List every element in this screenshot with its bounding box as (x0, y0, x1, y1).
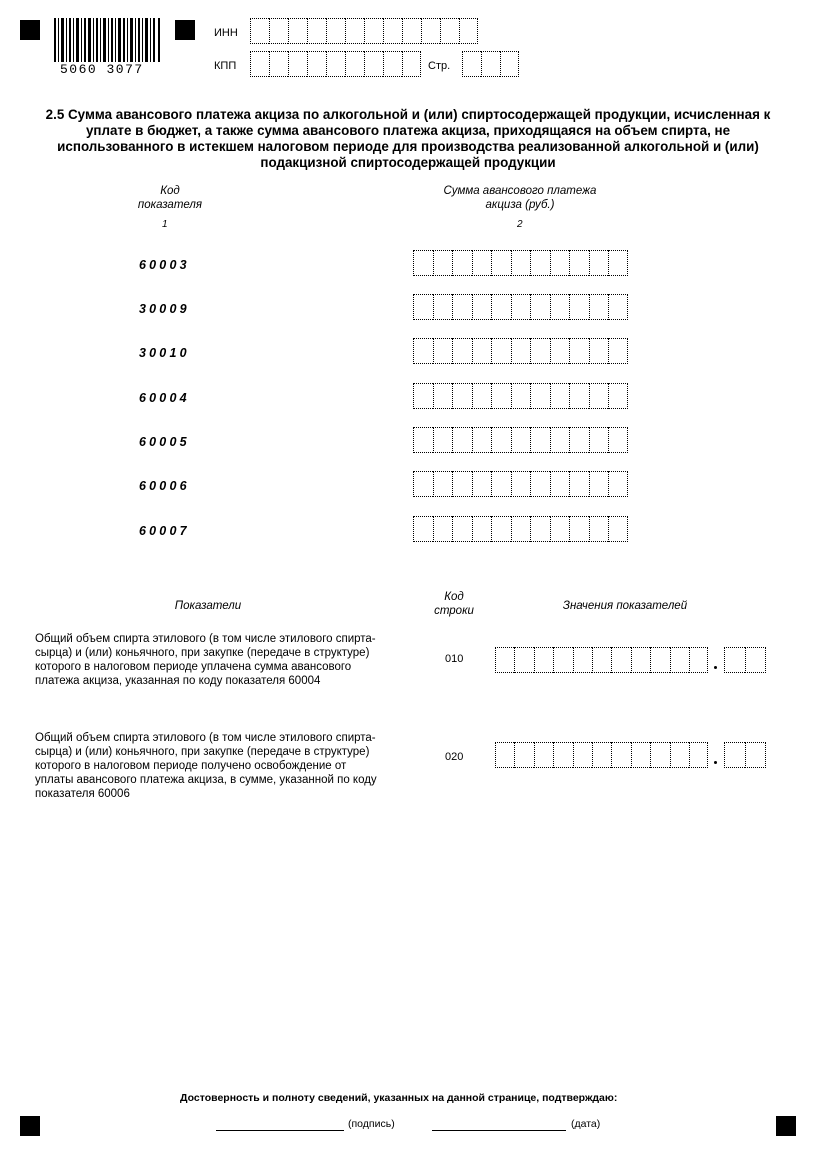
inn-label: ИНН (214, 27, 238, 39)
entry-cell[interactable] (569, 383, 589, 409)
line-code: 020 (445, 751, 464, 763)
entry-cell[interactable] (452, 383, 472, 409)
corner-marker-bottom-right (776, 1116, 796, 1136)
entry-cell[interactable] (530, 427, 550, 453)
indicators-header: Показатели (174, 600, 242, 612)
indicator-code: 60003 (139, 258, 190, 272)
entry-cell[interactable] (589, 338, 609, 364)
entry-cell[interactable] (514, 647, 533, 673)
entry-cell[interactable] (383, 51, 402, 77)
entry-cell[interactable] (491, 516, 511, 542)
corner-marker-top-right (175, 20, 195, 40)
entry-cell[interactable] (514, 742, 533, 768)
values-header: Значения показателей (562, 600, 688, 612)
entry-cell[interactable] (650, 647, 669, 673)
indicator-code: 30010 (139, 346, 190, 360)
page-label: Стр. (428, 60, 451, 72)
entry-cell[interactable] (413, 338, 433, 364)
entry-cell[interactable] (670, 742, 689, 768)
entry-cell[interactable] (250, 51, 269, 77)
entry-cell[interactable] (530, 516, 550, 542)
entry-cell[interactable] (569, 250, 589, 276)
value-fraction-field[interactable] (724, 647, 766, 673)
corner-marker-top-left (20, 20, 40, 40)
col-code-header: Код показателя (137, 185, 203, 211)
entry-cell[interactable] (689, 742, 708, 768)
confirmation-text: Достоверность и полноту сведений, указанных на данной странице, подтверждаю: (180, 1092, 618, 1104)
date-field[interactable] (432, 1130, 566, 1131)
entry-cell[interactable] (550, 250, 570, 276)
page-number-field[interactable] (462, 51, 519, 77)
entry-cell[interactable] (631, 647, 650, 673)
entry-cell[interactable] (608, 383, 628, 409)
value-integer-field[interactable] (495, 742, 708, 768)
amount-field[interactable] (413, 294, 628, 320)
line-code: 010 (445, 653, 464, 665)
entry-cell[interactable] (511, 471, 531, 497)
entry-cell[interactable] (611, 647, 630, 673)
entry-cell[interactable] (589, 427, 609, 453)
entry-cell[interactable] (511, 250, 531, 276)
entry-cell[interactable] (413, 383, 433, 409)
entry-cell[interactable] (589, 471, 609, 497)
entry-cell[interactable] (288, 18, 307, 44)
entry-cell[interactable] (452, 471, 472, 497)
entry-cell[interactable] (491, 250, 511, 276)
entry-cell[interactable] (250, 18, 269, 44)
entry-cell[interactable] (452, 516, 472, 542)
entry-cell[interactable] (421, 18, 440, 44)
entry-cell[interactable] (569, 516, 589, 542)
entry-cell[interactable] (573, 742, 592, 768)
indicator-code: 60007 (139, 524, 190, 538)
entry-cell[interactable] (383, 18, 402, 44)
entry-cell[interactable] (745, 647, 766, 673)
entry-cell[interactable] (433, 338, 453, 364)
entry-cell[interactable] (345, 18, 364, 44)
entry-cell[interactable] (413, 471, 433, 497)
kpp-label: КПП (214, 60, 237, 72)
indicator-code: 60006 (139, 479, 190, 493)
barcode-number: 5060 3077 (60, 62, 144, 77)
entry-cell[interactable] (326, 51, 345, 77)
entry-cell[interactable] (472, 294, 492, 320)
barcode-icon (54, 18, 160, 62)
entry-cell[interactable] (689, 647, 708, 673)
col-number-1: 1 (162, 219, 168, 230)
entry-cell[interactable] (307, 51, 326, 77)
col-amount-header: Сумма авансового платежа акциза (руб.) (443, 185, 597, 211)
entry-cell[interactable] (433, 427, 453, 453)
indicator-code: 60005 (139, 435, 190, 449)
decimal-point (714, 666, 717, 669)
entry-cell[interactable] (500, 51, 519, 77)
corner-marker-bottom-left (20, 1116, 40, 1136)
entry-cell[interactable] (491, 338, 511, 364)
entry-cell[interactable] (589, 294, 609, 320)
entry-cell[interactable] (433, 471, 453, 497)
entry-cell[interactable] (592, 647, 611, 673)
amount-field[interactable] (413, 383, 628, 409)
entry-cell[interactable] (553, 742, 572, 768)
entry-cell[interactable] (364, 51, 383, 77)
entry-cell[interactable] (530, 471, 550, 497)
entry-cell[interactable] (472, 471, 492, 497)
entry-cell[interactable] (495, 742, 514, 768)
entry-cell[interactable] (440, 18, 459, 44)
entry-cell[interactable] (530, 250, 550, 276)
entry-cell[interactable] (269, 51, 288, 77)
indicator-code: 60004 (139, 391, 190, 405)
amount-field[interactable] (413, 250, 628, 276)
entry-cell[interactable] (472, 250, 492, 276)
decimal-point (714, 761, 717, 764)
entry-cell[interactable] (413, 294, 433, 320)
entry-cell[interactable] (452, 338, 472, 364)
entry-cell[interactable] (472, 383, 492, 409)
entry-cell[interactable] (491, 427, 511, 453)
entry-cell[interactable] (670, 647, 689, 673)
entry-cell[interactable] (433, 383, 453, 409)
entry-cell[interactable] (550, 338, 570, 364)
value-integer-field[interactable] (495, 647, 708, 673)
amount-field[interactable] (413, 427, 628, 453)
entry-cell[interactable] (550, 471, 570, 497)
entry-cell[interactable] (608, 471, 628, 497)
entry-cell[interactable] (413, 427, 433, 453)
amount-field[interactable] (413, 516, 628, 542)
entry-cell[interactable] (452, 294, 472, 320)
entry-cell[interactable] (452, 427, 472, 453)
entry-cell[interactable] (608, 294, 628, 320)
entry-cell[interactable] (569, 427, 589, 453)
entry-cell[interactable] (608, 516, 628, 542)
kpp-field[interactable] (250, 51, 421, 77)
entry-cell[interactable] (402, 18, 421, 44)
entry-cell[interactable] (530, 294, 550, 320)
entry-cell[interactable] (724, 742, 745, 768)
entry-cell[interactable] (413, 516, 433, 542)
entry-cell[interactable] (530, 338, 550, 364)
entry-cell[interactable] (364, 18, 383, 44)
entry-cell[interactable] (491, 471, 511, 497)
signature-field[interactable] (216, 1130, 344, 1131)
entry-cell[interactable] (511, 383, 531, 409)
indicator-description: Общий объем спирта этилового (в том числе этилового спирта- сырца) и (или) коньячного, при закупке (передаче в структуре) которого в налоговом периоде получено освобождение от уплаты авансового платежа акциза, в сумме, указанной по коду показателя 60006 (35, 732, 377, 800)
entry-cell[interactable] (550, 294, 570, 320)
inn-field[interactable] (250, 18, 478, 44)
entry-cell[interactable] (491, 383, 511, 409)
entry-cell[interactable] (550, 516, 570, 542)
entry-cell[interactable] (402, 51, 421, 77)
signature-label: (подпись) (348, 1118, 395, 1130)
indicator-description: Общий объем спирта этилового (в том числе этилового спирта- сырца) и (или) коньячного, при закупке (передаче в структуре) которого в налоговом периоде уплачена сумма авансового платежа акциза, указанная по коду показателя 60004 (35, 633, 376, 687)
entry-cell[interactable] (589, 383, 609, 409)
entry-cell[interactable] (569, 294, 589, 320)
date-label: (дата) (571, 1118, 601, 1130)
entry-cell[interactable] (611, 742, 630, 768)
entry-cell[interactable] (433, 250, 453, 276)
entry-cell[interactable] (589, 250, 609, 276)
entry-cell[interactable] (511, 338, 531, 364)
entry-cell[interactable] (472, 338, 492, 364)
entry-cell[interactable] (288, 51, 307, 77)
entry-cell[interactable] (433, 294, 453, 320)
entry-cell[interactable] (608, 338, 628, 364)
entry-cell[interactable] (608, 250, 628, 276)
entry-cell[interactable] (481, 51, 500, 77)
entry-cell[interactable] (530, 383, 550, 409)
entry-cell[interactable] (534, 647, 553, 673)
entry-cell[interactable] (511, 516, 531, 542)
entry-cell[interactable] (459, 18, 478, 44)
value-fraction-field[interactable] (724, 742, 766, 768)
entry-cell[interactable] (589, 516, 609, 542)
entry-cell[interactable] (569, 471, 589, 497)
entry-cell[interactable] (495, 647, 514, 673)
entry-cell[interactable] (472, 516, 492, 542)
entry-cell[interactable] (462, 51, 481, 77)
entry-cell[interactable] (550, 383, 570, 409)
entry-cell[interactable] (569, 338, 589, 364)
entry-cell[interactable] (573, 647, 592, 673)
entry-cell[interactable] (491, 294, 511, 320)
entry-cell[interactable] (511, 427, 531, 453)
entry-cell[interactable] (452, 250, 472, 276)
amount-field[interactable] (413, 338, 628, 364)
entry-cell[interactable] (724, 647, 745, 673)
indicator-code: 30009 (139, 302, 190, 316)
amount-field[interactable] (413, 471, 628, 497)
entry-cell[interactable] (745, 742, 766, 768)
entry-cell[interactable] (269, 18, 288, 44)
entry-cell[interactable] (307, 18, 326, 44)
entry-cell[interactable] (345, 51, 364, 77)
entry-cell[interactable] (608, 427, 628, 453)
entry-cell[interactable] (534, 742, 553, 768)
entry-cell[interactable] (592, 742, 611, 768)
entry-cell[interactable] (553, 647, 572, 673)
entry-cell[interactable] (326, 18, 345, 44)
entry-cell[interactable] (650, 742, 669, 768)
entry-cell[interactable] (511, 294, 531, 320)
section-title: 2.5 Сумма авансового платежа акциза по алкогольной и (или) спиртосодержащей продукции, исчисленная к уплате в бюджет, а также сумма авансового платежа акциза, приходящаяся на объем спирта, не использованного в истекшем налоговом периоде для производства реализованной алкогольной и (или) подакцизной спиртосодержащей продукции (45, 107, 771, 170)
col-number-2: 2 (517, 219, 523, 230)
entry-cell[interactable] (413, 250, 433, 276)
entry-cell[interactable] (472, 427, 492, 453)
entry-cell[interactable] (550, 427, 570, 453)
entry-cell[interactable] (433, 516, 453, 542)
line-code-header: Код строки (434, 591, 474, 617)
entry-cell[interactable] (631, 742, 650, 768)
